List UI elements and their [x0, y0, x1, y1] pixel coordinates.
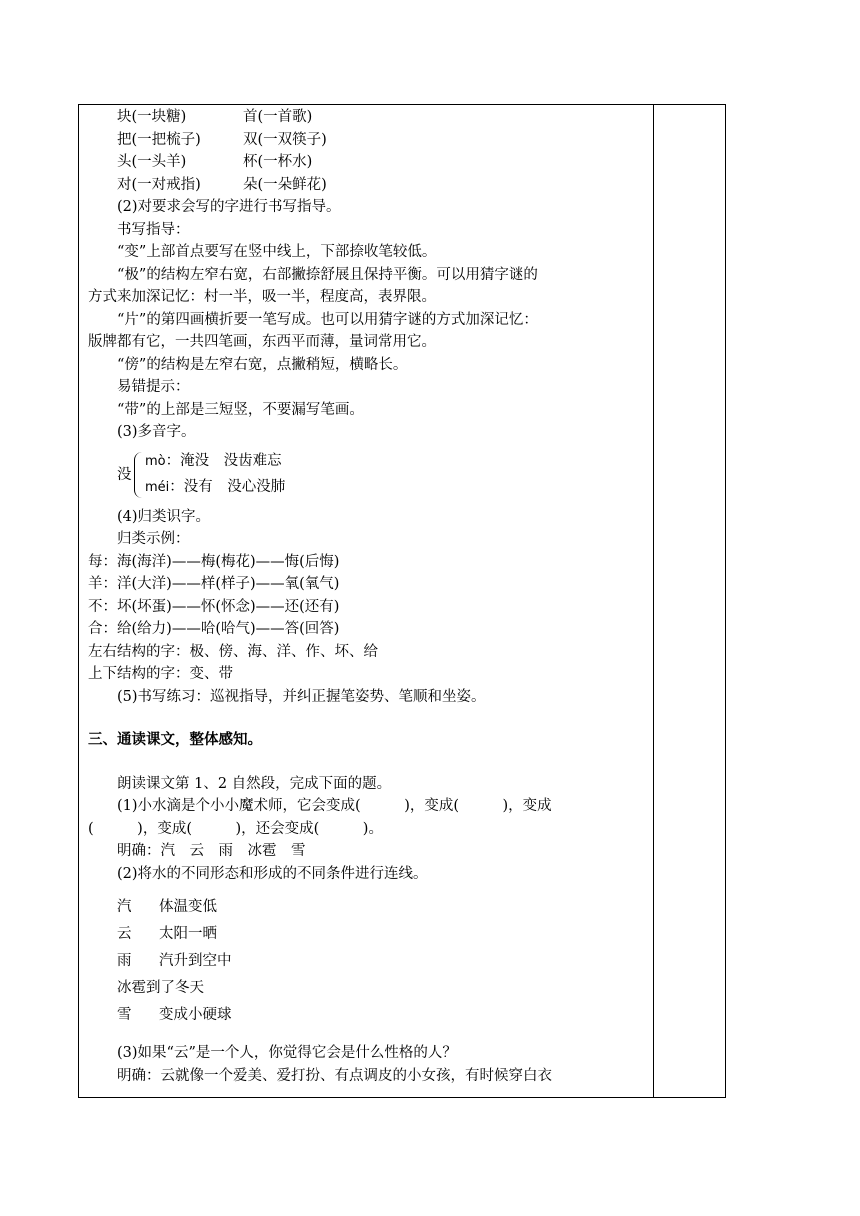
writing-dai: “带”的上部是三短竖，不要漏写笔画。 [117, 401, 364, 418]
match-row: 雪 变成小硬球 [117, 1007, 232, 1023]
brace-icon [134, 452, 143, 498]
writing-pian-1: “片”的第四画横折要一笔写成。也可以用猜字谜的方式加深记忆： [117, 311, 538, 328]
practice-line: (5)书写练习：巡视指导，并纠正握笔姿势、笔顺和坐姿。 [117, 688, 486, 705]
question-1-line-2: ( )，变成( )，还会变成( )。 [88, 820, 383, 837]
polyphone-char: 没 [117, 466, 132, 483]
writing-sub: 书写指导： [117, 221, 190, 238]
writing-pian-2: 版牌都有它，一共四笔画，东西平而薄，量词常用它。 [88, 334, 436, 350]
question-2: (2)将水的不同形态和形成的不同条件进行连线。 [117, 865, 428, 882]
polyphone-brace-group [117, 450, 648, 502]
classify-row: 不：坏(坏蛋)——怀(怀念)——还(还有) [88, 598, 340, 615]
measure-pair: 把(一把梳子) 双(一双筷子) [117, 131, 327, 148]
question-3: (3)如果“云”是一个人，你觉得它会是什么性格的人？ [117, 1045, 457, 1061]
section-3-title: 三、通读课文，整体感知。 [88, 732, 262, 748]
classify-row: 每：海(海洋)——梅(梅花)——悔(后悔) [88, 553, 340, 570]
match-row: 云 太阳一晒 [117, 926, 217, 942]
match-row: 雨 汽升到空中 [117, 953, 232, 969]
polyphone-reading-2: méi：没有 没心没肺 [145, 478, 286, 495]
writing-bang: “傍”的结构是左窄右宽，点撇稍短，横略长。 [117, 356, 408, 373]
classify-row: 合：给(给力)——哈(哈气)——答(回答) [88, 621, 340, 637]
lesson-content [88, 106, 648, 1087]
error-title: 易错提示： [117, 379, 190, 395]
polyphone-heading: (3)多音字。 [117, 424, 196, 440]
measure-pair: 头(一头羊) 杯(一杯水) [117, 154, 313, 170]
measure-pair: 对(一对戒指) 朵(一朵鲜花) [117, 176, 327, 193]
classify-row: 羊：洋(大洋)——样(样子)——氧(氧气) [88, 576, 340, 592]
classify-row: 上下结构的字：变、带 [88, 666, 233, 682]
question-1-line-1: (1)小水滴是个小小魔术师，它会变成( )，变成( )，变成 [117, 798, 552, 814]
answer-1: 明确：汽 云 雨 冰雹 雪 [117, 843, 306, 859]
polyphone-reading-1: mò：淹没 没齿难忘 [145, 452, 282, 469]
writing-heading: (2)对要求会写的字进行书写指导。 [117, 199, 341, 215]
classify-row: 左右结构的字：极、傍、海、洋、作、坏、给 [88, 643, 378, 660]
classify-sub: 归类示例： [117, 531, 190, 547]
section-3-intro: 朗读课文第 1、2 自然段，完成下面的题。 [117, 775, 392, 792]
answer-3: 明确：云就像一个爱美、爱打扮、有点调皮的小女孩，有时候穿白衣 [117, 1067, 552, 1084]
classify-heading: (4)归类识字。 [117, 508, 211, 525]
match-row: 冰雹到了冬天 [117, 980, 204, 996]
measure-pair: 块(一块糖) 首(一首歌) [117, 109, 313, 125]
writing-ji-1: “极”的结构左窄右宽，右部撇捺舒展且保持平衡。可以用猜字谜的 [117, 266, 538, 283]
match-row: 汽 体温变低 [117, 899, 217, 915]
table-column-divider [653, 104, 654, 1098]
writing-bian: “变”上部首点要写在竖中线上，下部捺收笔较低。 [117, 244, 437, 260]
writing-ji-2: 方式来加深记忆：村一半，吸一半，程度高，表界限。 [88, 289, 436, 305]
matching-list [88, 896, 648, 1027]
